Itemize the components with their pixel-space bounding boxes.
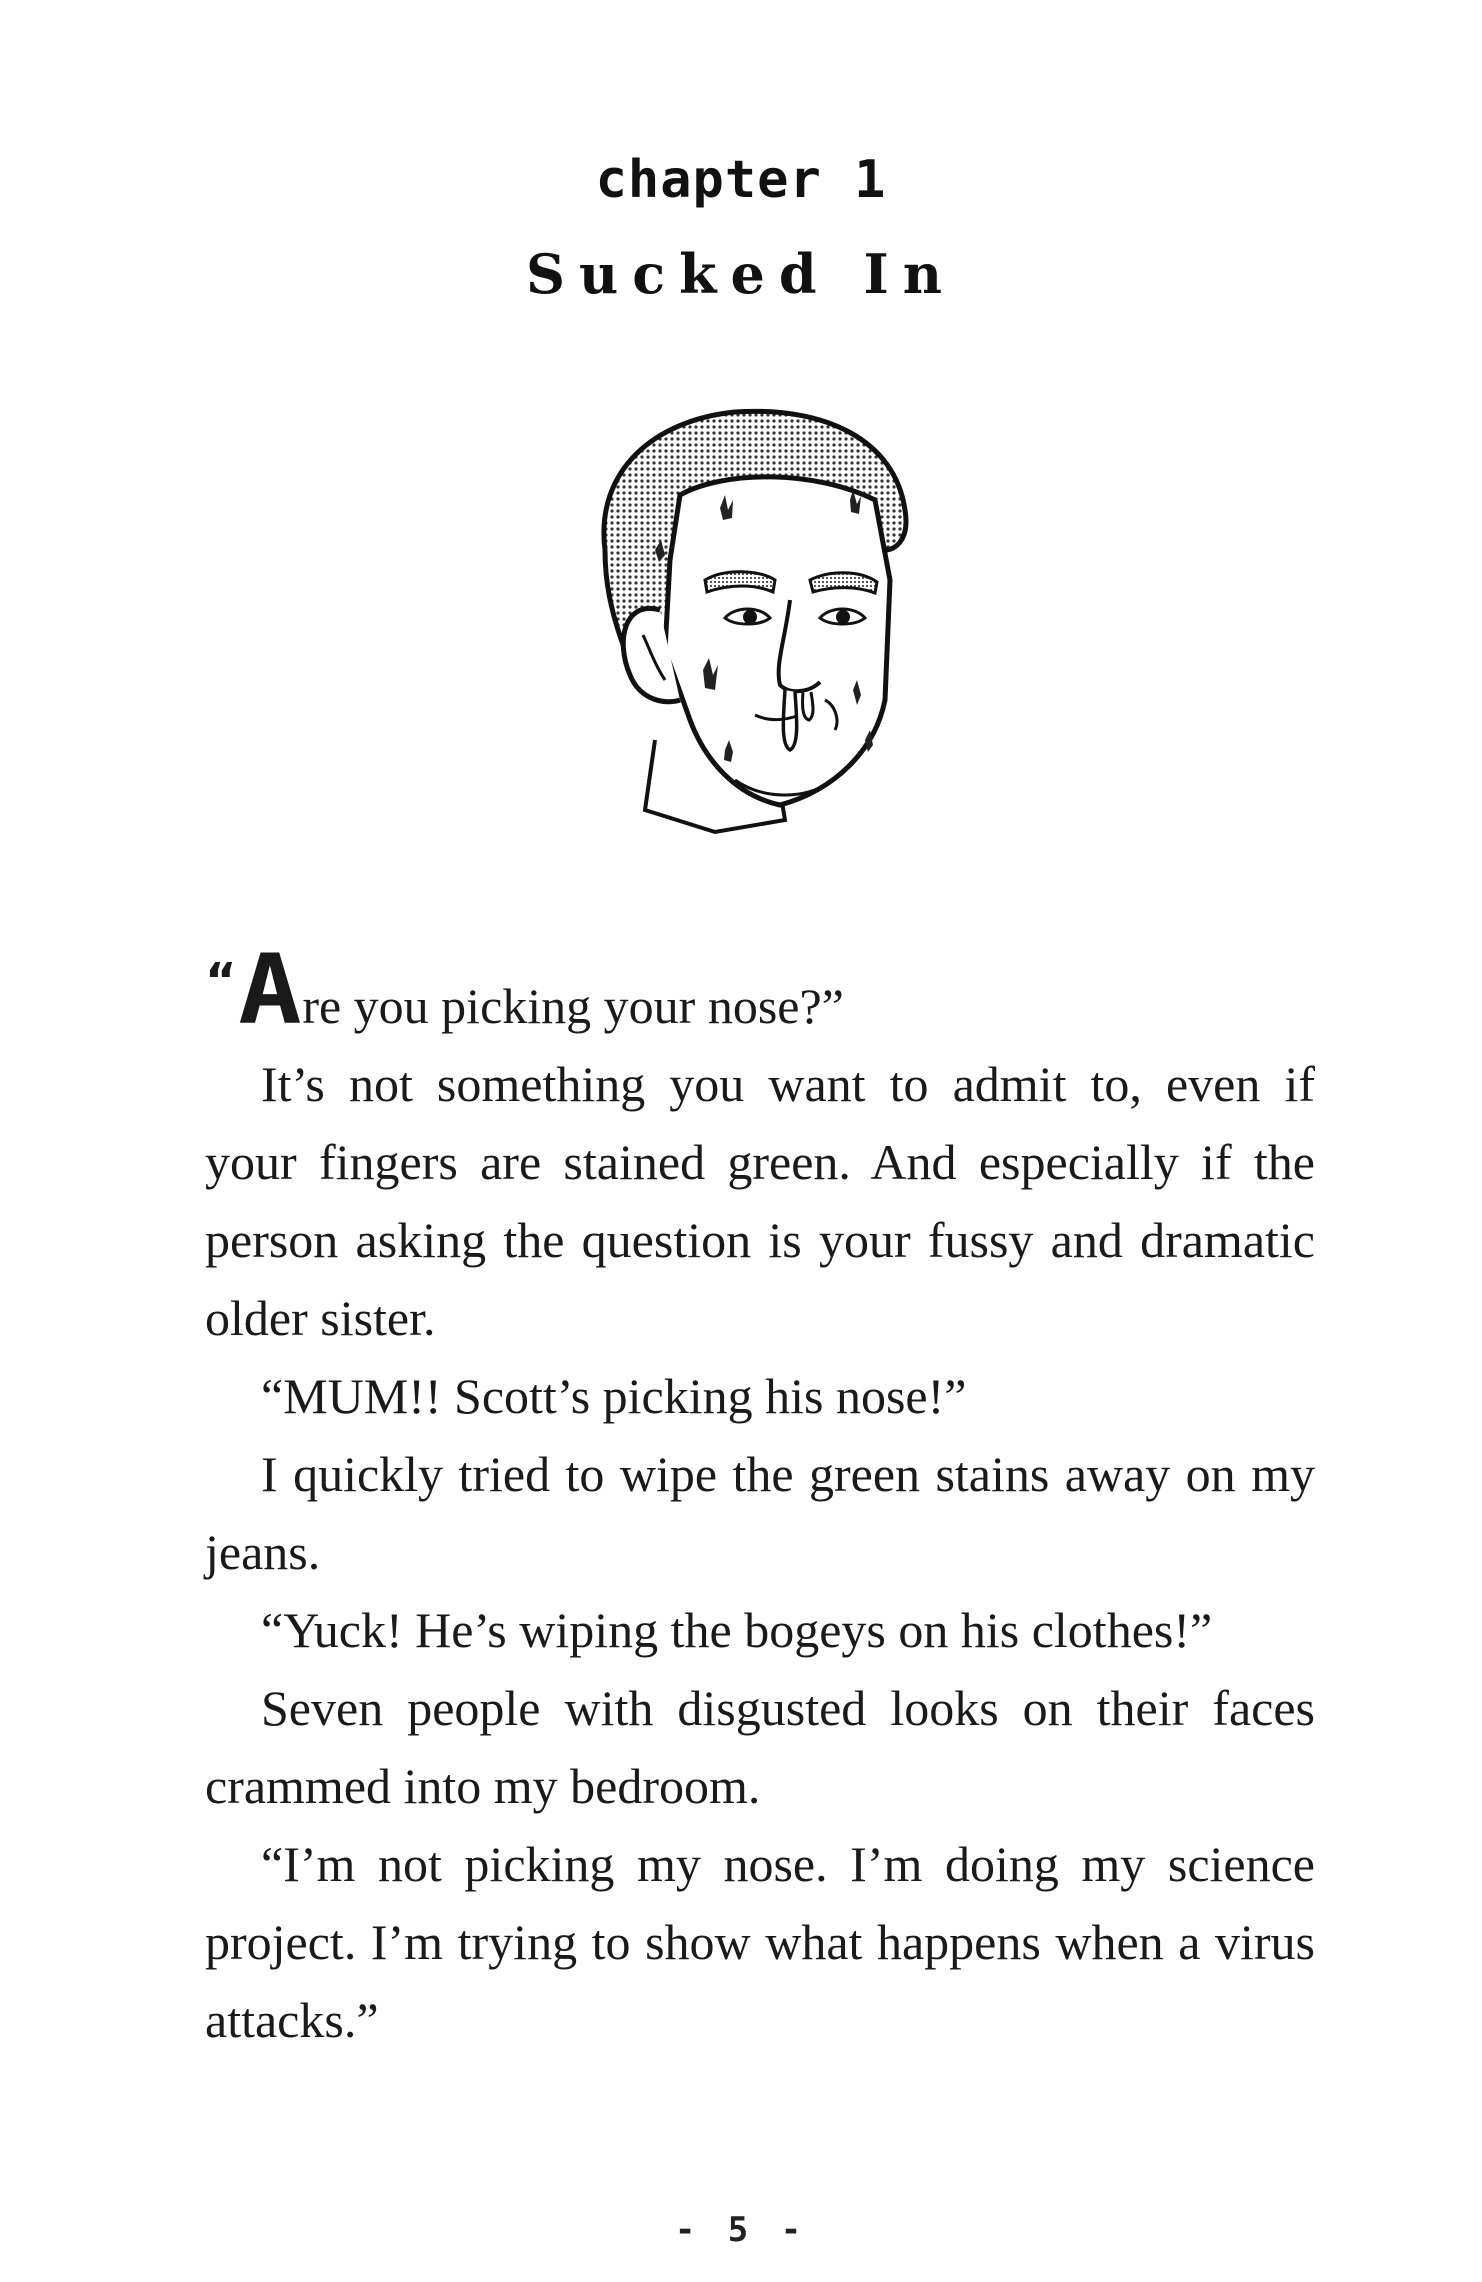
paragraph: Seven people with disgusted looks on their faces crammed into my bedroom. (205, 1680, 1315, 1814)
paragraph: “Yuck! He’s wiping the bogeys on his clothes!” (261, 1602, 1213, 1658)
chapter-title: Sucked In (526, 242, 956, 306)
paragraph: It’s not something you want to admit to, even if your fingers are stained green. And especially if the person asking the question is your fussy and dramatic older sister. (205, 1056, 1315, 1346)
page-number: - 5 - (674, 2210, 808, 2250)
story-text (205, 934, 1315, 2059)
dropcap-quote: “ (205, 953, 235, 1009)
dropcap-letter: A (237, 934, 302, 1046)
paragraph: “I’m not picking my nose. I’m doing my science project. I’m trying to show what happens when a virus attacks.” (205, 1836, 1315, 2048)
paragraph: I quickly tried to wipe the green stains away on my jeans. (205, 1446, 1315, 1580)
opening-line-rest: re you picking your nose?” (302, 978, 844, 1034)
paragraph: “MUM!! Scott’s picking his nose!” (261, 1368, 967, 1424)
opening-paragraph (205, 934, 1315, 1046)
chapter-label: chapter 1 (595, 150, 887, 210)
boy-head-illustration (585, 400, 925, 850)
